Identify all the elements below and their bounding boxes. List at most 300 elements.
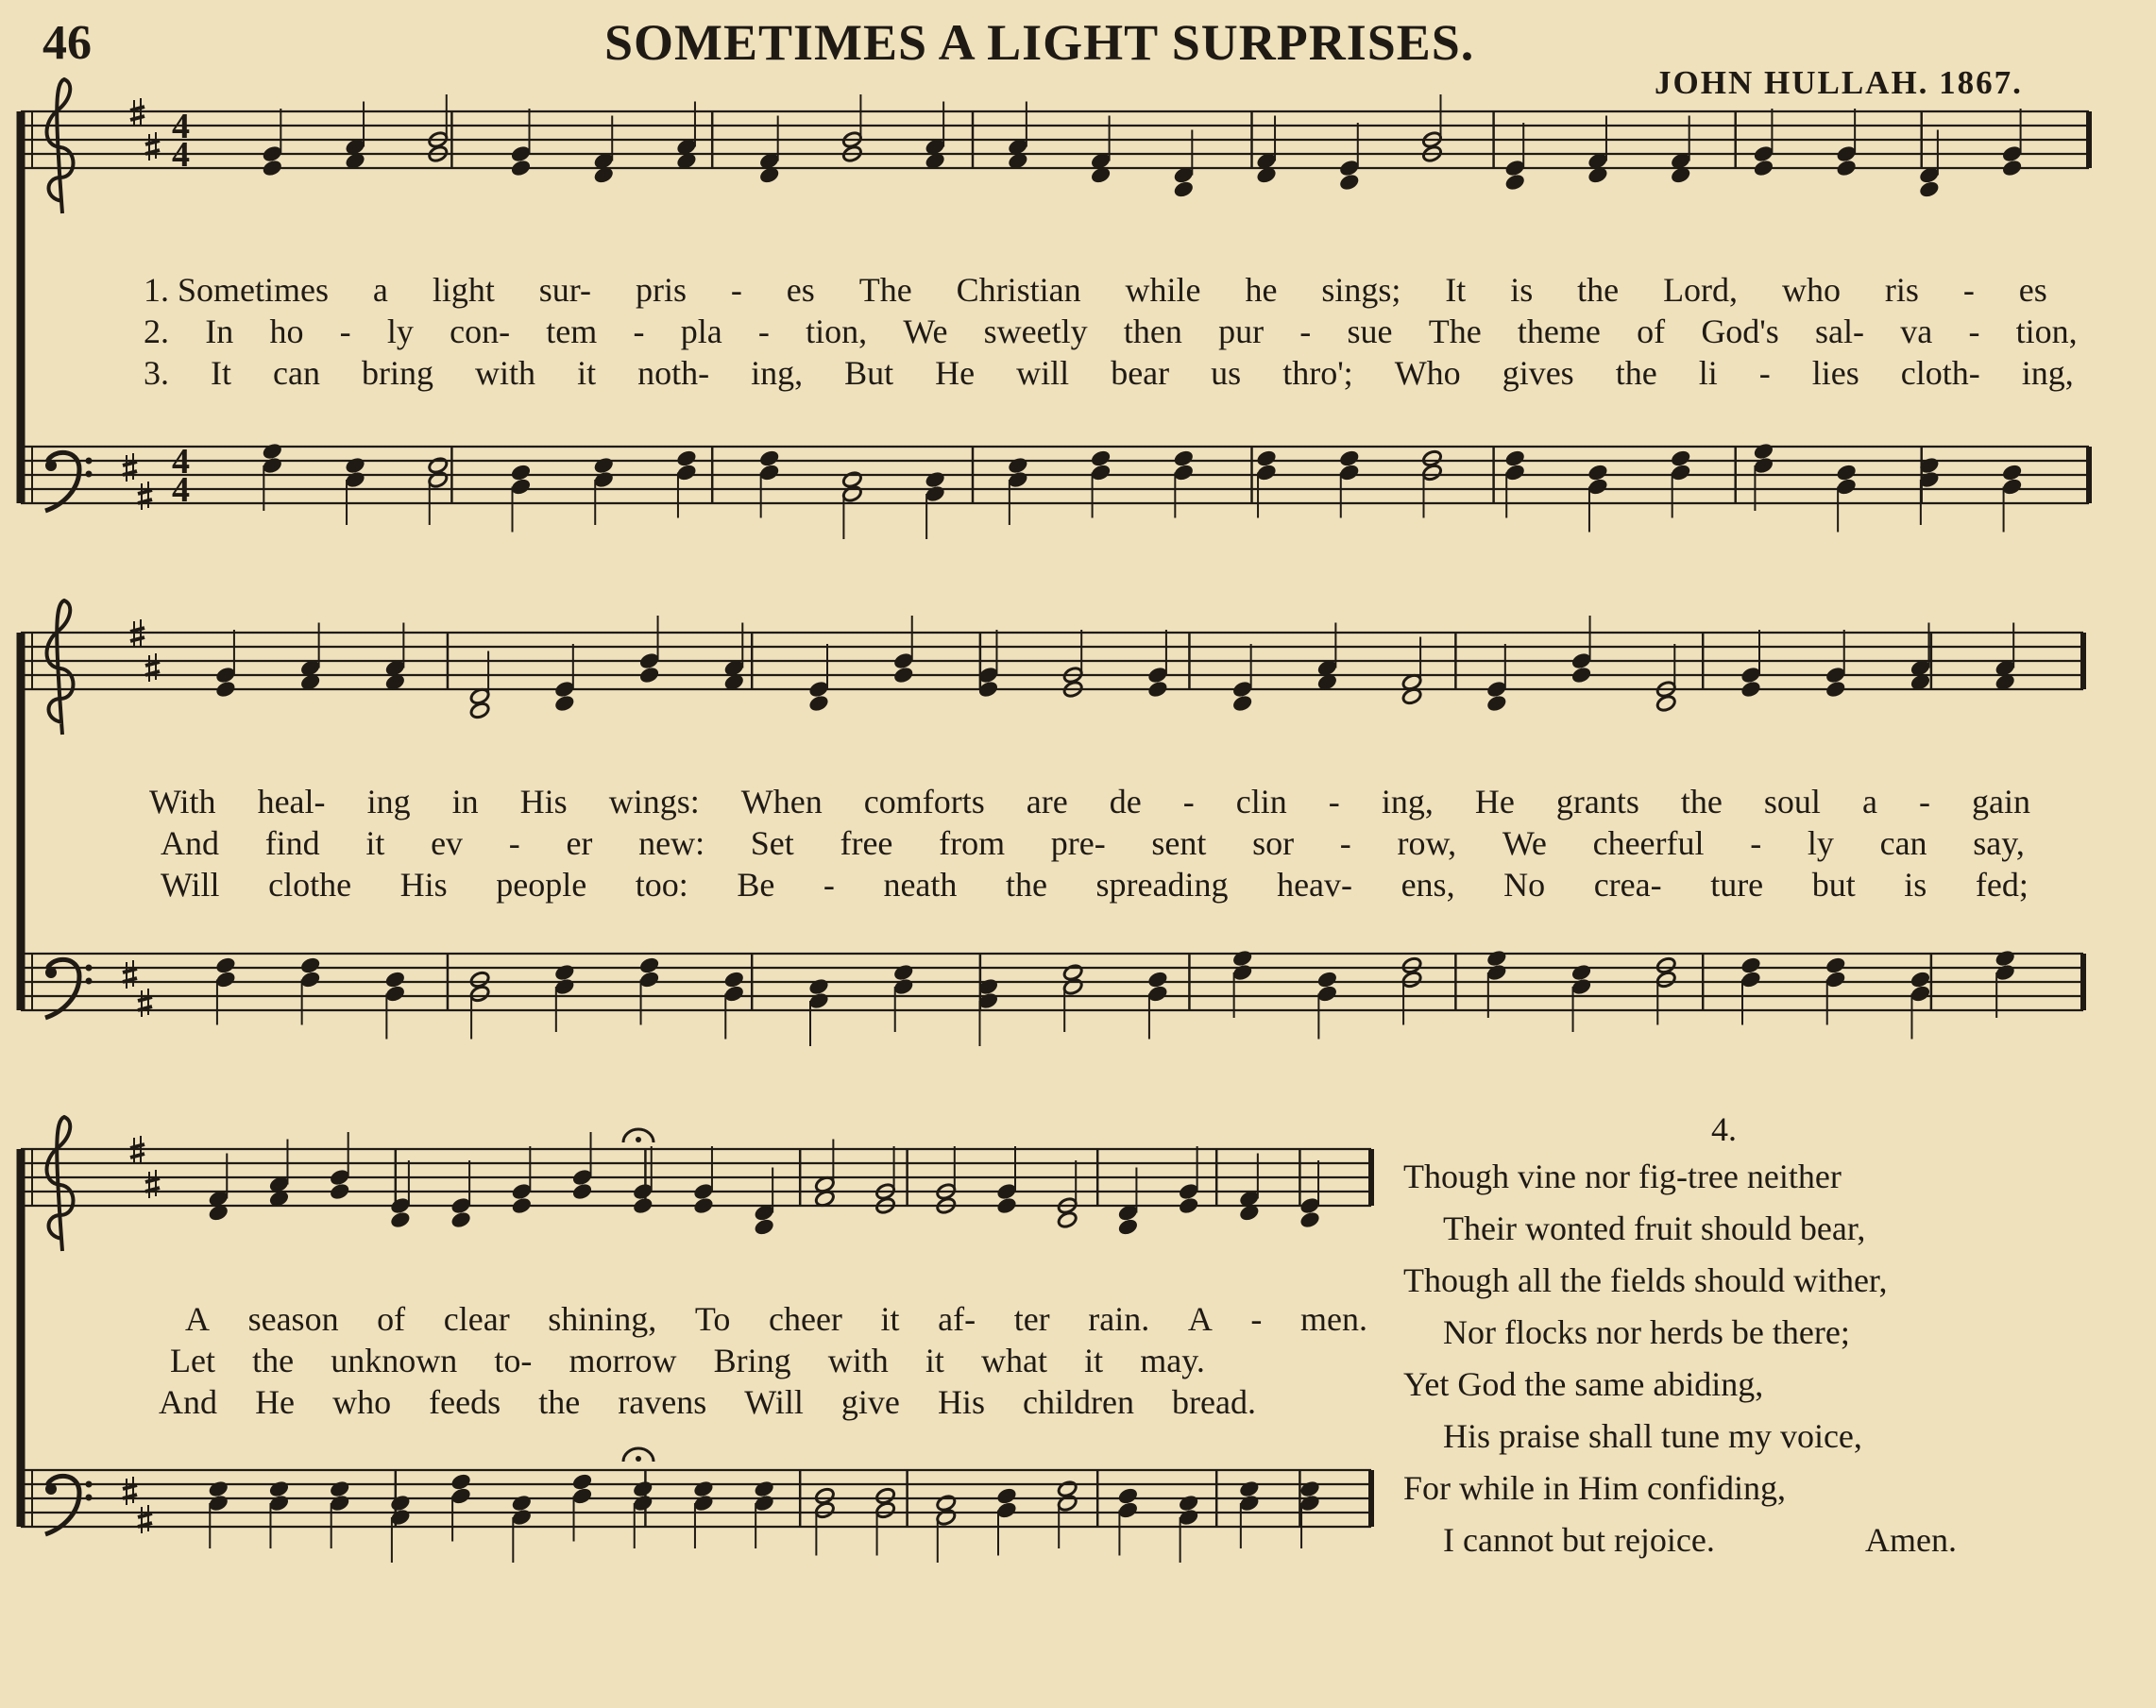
lyric-syllable: can xyxy=(1879,824,1927,862)
lyric-line xyxy=(144,270,2047,310)
bass-clef-icon xyxy=(86,471,93,478)
treble-note xyxy=(1485,694,1507,713)
lyric-syllable: the xyxy=(1680,783,1723,820)
bass-note xyxy=(1485,949,1507,968)
lyric-syllable: fed; xyxy=(1975,866,2029,904)
sharp-sign xyxy=(123,462,137,465)
bass-note xyxy=(638,971,660,989)
bass-note xyxy=(511,1494,533,1513)
lyric-syllable: con- xyxy=(450,313,511,350)
lyric-syllable: sal- xyxy=(1815,313,1865,350)
treble-note xyxy=(1919,180,1941,199)
bass-note xyxy=(1117,1501,1139,1520)
bass-note xyxy=(841,484,863,503)
lyric-syllable: too: xyxy=(635,866,688,904)
lyric-syllable: feeds xyxy=(429,1383,501,1421)
treble-note xyxy=(1825,680,1846,699)
bass-note xyxy=(510,464,532,482)
bass-note xyxy=(754,1480,775,1498)
treble-note xyxy=(808,694,830,713)
bass-note xyxy=(1008,456,1029,475)
treble-note xyxy=(1485,680,1507,699)
lyric-syllable: ing xyxy=(366,783,411,820)
bass-note xyxy=(996,1501,1018,1520)
lyric-syllable: ravens xyxy=(618,1383,707,1421)
bass-note xyxy=(469,985,491,1004)
lyric-syllable: grants xyxy=(1555,783,1639,820)
bass-note xyxy=(1485,963,1507,982)
lyric-syllable: the xyxy=(252,1342,295,1379)
treble-note xyxy=(390,1210,412,1229)
lyric-syllable: bear xyxy=(1111,354,1170,392)
bass-note xyxy=(1338,464,1360,482)
lyric-syllable: new: xyxy=(638,824,705,862)
lyric-syllable: Bring xyxy=(713,1342,791,1379)
treble-note xyxy=(469,702,491,720)
bass-note xyxy=(450,1487,472,1506)
lyric-syllable: spreading xyxy=(1095,866,1229,904)
bass-note xyxy=(384,985,406,1004)
lyric-syllable: - xyxy=(823,866,835,904)
lyric-syllable: will xyxy=(1016,354,1070,392)
lyric-syllable: pur xyxy=(1218,313,1265,350)
lyric-line xyxy=(159,1382,1256,1422)
lyric-syllable: who xyxy=(332,1383,392,1421)
lyric-syllable: a xyxy=(372,271,388,309)
bass-note xyxy=(638,956,660,975)
bass-clef-icon xyxy=(45,967,57,978)
bass-note xyxy=(208,1494,229,1513)
lyric-syllable: ing, xyxy=(1381,783,1434,820)
lyric-syllable: us xyxy=(1211,354,1242,392)
lyric-syllable: sent xyxy=(1151,824,1207,862)
lyric-syllable: then xyxy=(1123,313,1182,350)
hymn-title: SOMETIMES A LIGHT SURPRISES. xyxy=(604,14,1475,71)
lyric-syllable: while xyxy=(1125,271,1201,309)
lyric-syllable: When xyxy=(740,783,823,820)
lyric-syllable: ens, xyxy=(1401,866,1455,904)
lyric-syllable: soul xyxy=(1763,783,1821,820)
treble-note xyxy=(1740,680,1762,699)
time-signature: 4 xyxy=(172,470,190,510)
lyric-syllable: theme xyxy=(1517,313,1601,350)
lyric-syllable: - xyxy=(1182,783,1195,820)
lyric-syllable: es xyxy=(2018,271,2047,309)
bass-note xyxy=(935,1508,957,1527)
fermata-icon xyxy=(636,1137,641,1142)
lyric-syllable: - xyxy=(339,313,351,350)
lyric-syllable: gain xyxy=(1972,783,2030,820)
lyric-syllable: unknown xyxy=(331,1342,458,1379)
verse-4-line: Though vine nor fig-tree neither xyxy=(1403,1158,1842,1195)
lyric-syllable: 3. xyxy=(144,354,169,392)
treble-note xyxy=(1825,666,1846,685)
bass-note xyxy=(676,449,698,468)
bass-note xyxy=(814,1501,836,1520)
lyric-syllable: ev xyxy=(431,824,464,862)
lyric-syllable: va xyxy=(1900,313,1933,350)
bass-note xyxy=(1825,956,1846,975)
lyric-syllable: in xyxy=(451,783,479,820)
bass-note xyxy=(1256,464,1278,482)
bass-note xyxy=(1753,442,1774,461)
treble-note xyxy=(1655,694,1677,713)
verse-4-line: Nor flocks nor herds be there; xyxy=(1443,1313,1850,1351)
treble-note xyxy=(996,1196,1018,1215)
lyric-syllable: it xyxy=(925,1342,944,1379)
bass-note xyxy=(892,977,914,996)
treble-note xyxy=(754,1218,775,1237)
treble-note xyxy=(1173,180,1195,199)
treble-note xyxy=(1753,144,1774,163)
lyric-syllable: to- xyxy=(494,1342,533,1379)
bass-note xyxy=(593,456,615,475)
lyric-syllable: cloth- xyxy=(1900,354,1980,392)
verse-4-line: Though all the fields should wither, xyxy=(1403,1261,1888,1299)
lyric-syllable: say, xyxy=(1973,824,2025,862)
lyric-syllable: crea- xyxy=(1593,866,1662,904)
bass-note xyxy=(1910,985,1931,1004)
lyric-syllable: pre- xyxy=(1050,824,1106,862)
sharp-sign xyxy=(123,969,137,972)
bass-note xyxy=(384,971,406,989)
treble-note xyxy=(1299,1196,1321,1215)
bass-note xyxy=(450,1473,472,1492)
bass-note xyxy=(1173,464,1195,482)
bass-note xyxy=(1504,464,1526,482)
lyric-syllable: of xyxy=(1637,313,1666,350)
lyric-syllable: The xyxy=(858,271,912,309)
sharp-sign xyxy=(123,1485,137,1489)
bass-clef-icon xyxy=(86,1481,93,1488)
treble-note xyxy=(329,1168,350,1187)
treble-note xyxy=(1178,1182,1199,1201)
bass-note xyxy=(1670,449,1691,468)
treble-note xyxy=(262,144,283,163)
lyric-syllable: With xyxy=(149,783,216,820)
bass-note xyxy=(571,1473,593,1492)
sharp-sign xyxy=(145,1178,160,1182)
lyric-syllable: it xyxy=(577,354,597,392)
lyric-syllable: lies xyxy=(1811,354,1859,392)
lyric-syllable: A xyxy=(1187,1300,1213,1338)
bass-note xyxy=(1316,971,1338,989)
bass-note xyxy=(1995,963,2016,982)
fermata-icon xyxy=(636,1456,641,1462)
bass-note xyxy=(215,971,237,989)
bass-note xyxy=(553,963,575,982)
bass-note xyxy=(808,977,830,996)
lyric-syllable: sweetly xyxy=(983,313,1088,350)
lyric-syllable: - xyxy=(1328,783,1340,820)
lyric-syllable: We xyxy=(1502,824,1547,862)
lyric-syllable: free xyxy=(840,824,893,862)
lyric-syllable: Be xyxy=(737,866,775,904)
treble-note xyxy=(511,1182,533,1201)
bass-note xyxy=(1570,977,1592,996)
lyric-syllable: de xyxy=(1109,783,1142,820)
lyric-syllable: sur- xyxy=(538,271,592,309)
verse-4-line: For while in Him confiding, xyxy=(1403,1469,1786,1507)
lyric-syllable: clin xyxy=(1235,783,1287,820)
bass-note xyxy=(1090,464,1112,482)
lyric-syllable: row, xyxy=(1397,824,1457,862)
lyric-syllable: give xyxy=(840,1383,900,1421)
lyric-syllable: with xyxy=(475,354,536,392)
sharp-sign xyxy=(145,141,160,144)
lyric-syllable: wings: xyxy=(608,783,700,820)
lyric-syllable: tem xyxy=(546,313,598,350)
treble-note xyxy=(215,680,237,699)
lyric-syllable: heal- xyxy=(257,783,326,820)
treble-note xyxy=(632,1196,654,1215)
bass-note xyxy=(758,449,780,468)
lyric-syllable: A xyxy=(185,1300,210,1338)
bass-note xyxy=(345,456,366,475)
sharp-sign xyxy=(145,662,160,666)
lyric-syllable: Christian xyxy=(956,271,1081,309)
lyric-syllable: of xyxy=(377,1300,406,1338)
treble-note xyxy=(1836,159,1858,178)
bass-note xyxy=(758,464,780,482)
bass-note xyxy=(1504,449,1526,468)
bass-note xyxy=(693,1494,715,1513)
lyric-syllable: ter xyxy=(1013,1300,1050,1338)
lyric-syllable: the xyxy=(538,1383,581,1421)
lyric-syllable: The xyxy=(1428,313,1482,350)
lyric-syllable: may. xyxy=(1140,1342,1205,1379)
bass-note xyxy=(874,1501,896,1520)
bass-note xyxy=(632,1494,654,1513)
treble-note xyxy=(553,694,575,713)
lyric-syllable: comforts xyxy=(863,783,985,820)
bass-note xyxy=(1570,963,1592,982)
lyric-syllable: ho xyxy=(269,313,304,350)
treble-note xyxy=(571,1168,593,1187)
bass-note xyxy=(1231,949,1253,968)
lyric-syllable: the xyxy=(1615,354,1657,392)
bass-note xyxy=(2001,464,2023,482)
bass-note xyxy=(925,470,946,489)
bass-note xyxy=(511,1508,533,1527)
lyric-syllable: tion, xyxy=(2015,313,2078,350)
lyric-syllable: thro'; xyxy=(1282,354,1353,392)
lyric-syllable: a xyxy=(1861,783,1877,820)
bass-clef-icon xyxy=(86,1495,93,1501)
bass-note xyxy=(1836,478,1858,497)
lyric-syllable: - xyxy=(1750,824,1762,862)
treble-note xyxy=(1570,651,1592,670)
lyric-syllable: light xyxy=(432,271,495,309)
bass-note xyxy=(1338,449,1360,468)
lyric-syllable: To xyxy=(694,1300,731,1338)
bass-clef-icon xyxy=(45,1483,57,1495)
lyric-syllable: - xyxy=(730,271,742,309)
bass-note xyxy=(1231,963,1253,982)
lyric-syllable: are xyxy=(1026,783,1068,820)
bass-note xyxy=(1587,464,1609,482)
bass-note xyxy=(1299,1494,1321,1513)
lyric-syllable: heav- xyxy=(1277,866,1353,904)
lyric-syllable: - xyxy=(1339,824,1351,862)
treble-note xyxy=(1504,159,1526,178)
bass-note xyxy=(1670,464,1691,482)
lyric-line xyxy=(149,782,2030,821)
treble-note xyxy=(1338,159,1360,178)
lyric-syllable: 1. Sometimes xyxy=(144,271,329,309)
lyric-syllable: No xyxy=(1503,866,1546,904)
lyric-syllable: clear xyxy=(443,1300,510,1338)
bass-note xyxy=(1238,1480,1260,1498)
lyric-syllable: And xyxy=(159,1383,217,1421)
lyric-syllable: it xyxy=(365,824,385,862)
lyric-syllable: it xyxy=(880,1300,900,1338)
lyric-syllable: sor xyxy=(1252,824,1295,862)
lyric-syllable: from xyxy=(939,824,1006,862)
bass-note xyxy=(1421,464,1443,482)
lyric-syllable: it xyxy=(1084,1342,1104,1379)
bass-note xyxy=(723,971,745,989)
bass-note xyxy=(723,985,745,1004)
lyric-syllable: the xyxy=(1577,271,1620,309)
bass-note xyxy=(676,464,698,482)
lyric-syllable: shining, xyxy=(548,1300,657,1338)
lyric-syllable: sings; xyxy=(1321,271,1401,309)
bass-note xyxy=(268,1494,290,1513)
lyric-syllable: cheerful xyxy=(1592,824,1705,862)
treble-note xyxy=(1299,1210,1321,1229)
lyric-syllable: He xyxy=(255,1383,296,1421)
lyric-syllable: rain. xyxy=(1088,1300,1150,1338)
treble-note xyxy=(510,159,532,178)
bass-note xyxy=(925,484,946,503)
bass-note xyxy=(1147,971,1169,989)
treble-note xyxy=(390,1196,412,1215)
lyric-syllable: - xyxy=(1758,354,1771,392)
treble-note xyxy=(1231,680,1253,699)
bass-note xyxy=(571,1487,593,1506)
lyric-line xyxy=(144,312,2078,351)
lyric-syllable: tion, xyxy=(806,313,868,350)
bass-note xyxy=(1316,985,1338,1004)
bass-note xyxy=(1753,456,1774,475)
verse-4-number: 4. xyxy=(1711,1110,1737,1148)
treble-clef-icon xyxy=(47,1117,74,1251)
bass-note xyxy=(262,442,283,461)
lyric-syllable: ly xyxy=(1807,824,1834,862)
bass-note xyxy=(1238,1494,1260,1513)
lyric-syllable: He xyxy=(1474,783,1515,820)
treble-note xyxy=(262,159,283,178)
lyric-syllable: Will xyxy=(161,866,220,904)
bass-note xyxy=(1740,971,1762,989)
bass-note xyxy=(1147,985,1169,1004)
bass-note xyxy=(1178,1494,1199,1513)
lyric-syllable: find xyxy=(264,824,320,862)
bass-note xyxy=(427,470,449,489)
lyric-syllable: what xyxy=(981,1342,1047,1379)
treble-note xyxy=(510,144,532,163)
verse-4-line: His praise shall tune my voice, xyxy=(1443,1417,1862,1455)
lyric-syllable: with xyxy=(827,1342,889,1379)
bass-note xyxy=(892,963,914,982)
treble-note xyxy=(632,1182,654,1201)
sharp-sign xyxy=(130,107,144,110)
bass-note xyxy=(1740,956,1762,975)
sharp-sign xyxy=(130,637,144,641)
lyric-syllable: But xyxy=(844,354,894,392)
verse-4-line: Amen. xyxy=(1865,1521,1957,1559)
sharp-sign xyxy=(138,1514,152,1517)
lyric-syllable: Set xyxy=(750,824,794,862)
bass-note xyxy=(693,1480,715,1498)
bass-note xyxy=(1299,1480,1321,1498)
treble-note xyxy=(2001,159,2023,178)
lyric-syllable: es xyxy=(786,271,815,309)
lyric-syllable: noth- xyxy=(637,354,710,392)
lyric-syllable: li xyxy=(1698,354,1718,392)
treble-note xyxy=(1740,666,1762,685)
lyric-syllable: - xyxy=(1299,313,1312,350)
treble-note xyxy=(1570,666,1592,685)
lyric-syllable: is xyxy=(1904,866,1927,904)
bass-note xyxy=(390,1494,412,1513)
bass-note xyxy=(345,470,366,489)
treble-note xyxy=(1836,144,1858,163)
lyric-syllable: er xyxy=(566,824,593,862)
lyric-syllable: - xyxy=(1250,1300,1263,1338)
treble-clef-icon xyxy=(47,600,74,735)
sharp-sign xyxy=(130,1154,144,1158)
lyric-syllable: the xyxy=(1005,866,1047,904)
lyric-syllable: pris xyxy=(635,271,687,309)
lyric-syllable: season xyxy=(247,1300,339,1338)
treble-note xyxy=(996,1182,1018,1201)
bass-note xyxy=(1117,1487,1139,1506)
lyric-syllable: sue xyxy=(1347,313,1393,350)
treble-note xyxy=(1057,1210,1078,1229)
bass-note xyxy=(268,1480,290,1498)
lyric-syllable: Will xyxy=(744,1383,804,1421)
lyric-syllable: ris xyxy=(1884,271,1919,309)
lyric-syllable: gives xyxy=(1502,354,1574,392)
lyric-syllable: - xyxy=(1962,271,1975,309)
lyric-line xyxy=(144,353,2074,393)
bass-note xyxy=(1910,971,1931,989)
lyric-syllable: who xyxy=(1781,271,1841,309)
lyric-syllable: is xyxy=(1510,271,1534,309)
verse-4-line: Yet God the same abiding, xyxy=(1403,1365,1764,1403)
treble-note xyxy=(638,666,660,685)
treble-note xyxy=(693,1182,715,1201)
verse-4-line: I cannot but rejoice. xyxy=(1443,1521,1715,1559)
bass-note xyxy=(1401,971,1423,989)
bass-note xyxy=(329,1494,350,1513)
bass-note xyxy=(208,1480,229,1498)
lyric-syllable: We xyxy=(903,313,948,350)
page-number: 46 xyxy=(42,16,92,70)
sharp-sign xyxy=(138,490,152,494)
treble-note xyxy=(215,666,237,685)
lyric-syllable: God's xyxy=(1701,313,1779,350)
bass-note xyxy=(390,1508,412,1527)
treble-note xyxy=(892,666,914,685)
lyric-syllable: His xyxy=(399,866,448,904)
bass-note xyxy=(1995,949,2016,968)
sharp-sign xyxy=(130,1144,144,1148)
bass-note xyxy=(1178,1508,1199,1527)
lyric-syllable: neath xyxy=(883,866,958,904)
